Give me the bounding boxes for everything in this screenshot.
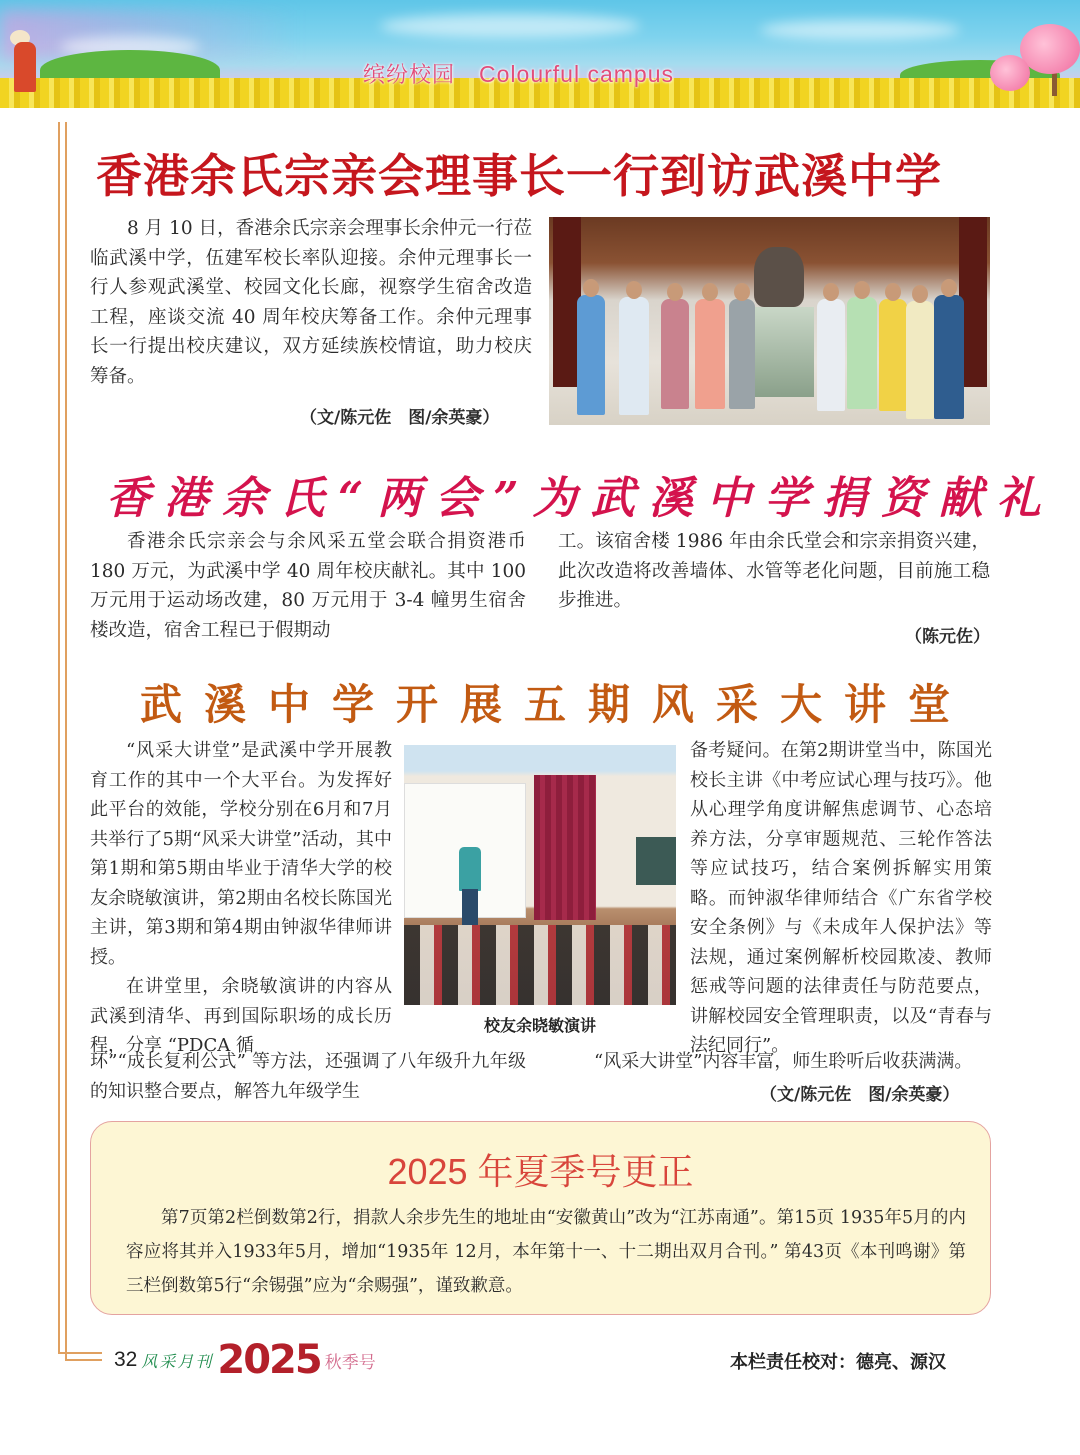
footer-border-line	[58, 1352, 102, 1354]
section-title	[363, 58, 674, 89]
article2-col1: 香港余氏宗亲会与余风采五堂会联合捐资港币 180 万元，为武溪中学 40 周年校庆献礼。其中 100 万元用于运动场改建，80 万元用于 3-4 幢男生宿舍楼改造，宿舍工程已于假期动	[90, 531, 526, 641]
article2-credit: （陈元佐）	[905, 627, 990, 647]
article3-col2-closing: “风采大讲堂”内容丰富，师生聆听后收获满满。	[594, 1051, 973, 1072]
proofreaders: 本栏责任校对：德亮、源汉	[730, 1352, 946, 1373]
correction-title: 2025 年夏季号更正	[387, 1151, 694, 1192]
issue-year: 2025	[217, 1337, 321, 1383]
section-title-en: Colourful campus	[479, 61, 674, 87]
article3-headline: 武溪中学开展五期风采大讲堂	[140, 680, 973, 729]
student-audience	[404, 925, 676, 1005]
article3-bottom-left: 环”“成长复利公式” 等方法，还强调了八年级升九年级的知识整合要点，解答九年级学生	[90, 1051, 526, 1102]
left-border-line	[58, 122, 60, 1352]
article2-headline: 香港余氏“两会”为武溪中学捐资献礼	[106, 473, 1055, 524]
left-border-line	[65, 122, 67, 1360]
person	[817, 299, 845, 411]
correction-notice-box	[90, 1121, 991, 1315]
person	[847, 297, 877, 409]
article3-col2: 备考疑问。在第2期讲堂当中，陈国光校长主讲《中考应试心理与技巧》。他从心理学角度讲解焦虑调节、心态培养方法，分享审题规范、三轮作答法等应试技巧，结合案例拆解实用策略。而钟淑华律师结合《广东省学校安全条例》与《未成年人保护法》等法规，通过案例解析校园欺凌、教师惩戒等问题的法律责任与防范要点，讲解校园安全管理职责，以及“青春与法纪同行”。	[690, 740, 992, 1056]
article3-photo-caption: 校友余晓敏演讲	[483, 1016, 596, 1035]
footer-border-line	[65, 1359, 102, 1361]
page-number: 32	[114, 1348, 138, 1371]
correction-body: 第7页第2栏倒数第2行，捐款人余步先生的地址由“安徽黄山”改为“江苏南通”。第15页 1935年5月的内容应将其并入1933年5月，增加“1935年 12月，本年第十一、十二期出双月合刊。” 第43页《本刊鸣谢》第三栏倒数第5行“余锡强”应为“余赐强”，谨致歉意。	[126, 1208, 966, 1296]
person	[729, 299, 755, 409]
article3-credit: （文/陈元佐 图/余英豪）	[760, 1085, 960, 1105]
article3-col1: “风采大讲堂”是武溪中学开展教育工作的其中一个大平台。为发挥好此平台的效能，学校分别在6月和7月共举行了5期“风采大讲堂”活动，其中第1期和第5期由毕业于清华大学的校友余晓敏演讲，第2期由名校长陈国光主讲，第3期和第4期由钟淑华律师讲授。 在讲堂里，余晓敏演讲的内容从武溪到清华、再到国际职场的成长历程，分享 “PDCA 循	[90, 740, 392, 1056]
person	[906, 301, 934, 419]
article1-headline: 香港余氏宗亲会理事长一行到访武溪中学	[96, 149, 942, 203]
stage-curtain	[534, 775, 596, 920]
cherry-tree	[990, 55, 1030, 91]
doorway	[749, 307, 814, 397]
article1-body: 8 月 10 日，香港余氏宗亲会理事长余仲元一行莅临武溪中学，伍建军校长率队迎接。余仲元理事长一行人参观武溪堂、校园文化长廊，视察学生宿舍改造工程，座谈交流 40 周年校庆筹备工作。余仲元理事长一行提出校庆建议，双方延续族校情谊，助力校庆筹备。	[90, 218, 532, 387]
issue-season: 秋季号	[324, 1352, 376, 1373]
person	[934, 295, 964, 419]
article1-photo	[549, 217, 990, 425]
header-banner	[0, 0, 1080, 108]
article3-photo	[404, 745, 676, 1005]
person	[661, 299, 689, 409]
article1-credit: （文/陈元佐 图/余英豪）	[300, 408, 500, 428]
girl-figure	[14, 42, 36, 92]
person	[577, 295, 605, 415]
person	[879, 299, 907, 411]
speaker-figure	[459, 847, 481, 891]
cloud	[760, 20, 960, 40]
article2-col2: 工。该宿舍楼 1986 年由余氏堂会和宗亲捐资兴建，此次改造将改善墙体、水管等老化问题，目前施工稳步推进。	[558, 531, 990, 611]
cloud	[380, 14, 640, 38]
blackboard	[636, 837, 676, 885]
person	[619, 297, 649, 415]
section-title-zh: 缤纷校园	[363, 63, 456, 88]
speaker-figure-legs	[462, 889, 478, 925]
footer-page-info	[114, 1337, 376, 1383]
bronze-bust	[754, 247, 804, 307]
magazine-name: 风采月刊	[141, 1351, 214, 1371]
person	[695, 299, 725, 409]
